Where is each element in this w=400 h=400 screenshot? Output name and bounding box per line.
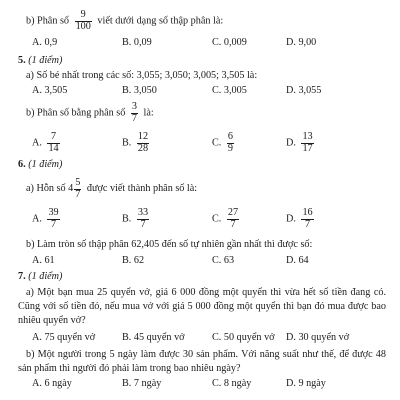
q5b-option-c[interactable]: [212, 132, 237, 154]
q7a-option-a[interactable]: A. 75 quyển vở: [32, 332, 96, 343]
q5b-option-d-letter: D.: [286, 137, 296, 149]
q5b-frac-den: 7: [131, 112, 137, 124]
q5b-option-c-den: 9: [227, 142, 233, 154]
q5b-option-a-letter: A.: [32, 137, 42, 149]
q5b-fraction: [131, 102, 138, 124]
q6a-option-a-letter: A.: [32, 213, 42, 225]
q7a-option-c[interactable]: C. 50 quyển vở: [212, 332, 275, 343]
q7a-option-d[interactable]: D. 30 quyển vở: [286, 332, 350, 343]
q5b-option-d-den: 17: [302, 142, 313, 154]
q5b-lead: b) Phân số bằng phân số: [26, 107, 126, 119]
q6b-option-b[interactable]: B. 62: [122, 255, 145, 266]
q5b-frac-num: 3: [131, 101, 137, 112]
q5a-option-b[interactable]: B. 3,050: [122, 85, 157, 96]
q6a-fraction: [74, 178, 81, 200]
q5b-option-b-fraction: [137, 132, 149, 154]
q4b-option-a[interactable]: A. 0,9: [32, 37, 58, 48]
q6a-mixed-number: [68, 178, 84, 200]
q4b-option-d[interactable]: D. 9,00: [286, 37, 317, 48]
q5-points: (1 điểm): [28, 55, 63, 66]
q4b-stem: [26, 10, 400, 32]
q6a-option-c[interactable]: [212, 208, 242, 230]
q5b-option-b-letter: B.: [122, 137, 132, 149]
q5b-option-a[interactable]: [32, 132, 63, 154]
q5b-option-a-den: 14: [48, 142, 59, 154]
q6a-option-c-den: 7: [230, 218, 236, 230]
q5b-option-d-num: 13: [302, 131, 313, 142]
q5b-option-a-num: 7: [47, 132, 59, 144]
q5-heading: [18, 56, 400, 66]
q5b-option-c-letter: C.: [212, 137, 222, 149]
q4b-option-b[interactable]: B. 0,09: [122, 37, 152, 48]
q5b-option-b-den: 28: [137, 142, 149, 154]
q5b-option-d[interactable]: [286, 132, 317, 154]
q7b-option-d[interactable]: D. 9 ngày: [286, 378, 326, 389]
q5-number: 5.: [18, 55, 26, 66]
q4b-option-c[interactable]: C. 0,009: [212, 37, 247, 48]
q6a-option-a-num: 39: [48, 207, 59, 218]
q7-heading: [18, 272, 400, 282]
q6a-option-d-den: 7: [305, 218, 311, 230]
q6-number: 6.: [18, 159, 26, 170]
q6a-frac-num: 5: [75, 177, 81, 188]
q5b-option-d-fraction: [301, 132, 313, 154]
q6a-option-c-letter: C.: [212, 213, 222, 225]
q6a-option-a-fraction: [47, 208, 59, 230]
q5b-option-a-fraction: [47, 132, 59, 154]
q6a-option-d[interactable]: [286, 208, 317, 230]
q5b-option-c-num: 6: [227, 131, 233, 142]
q5b-stem: [26, 102, 400, 124]
q7b-option-a[interactable]: A. 6 ngày: [32, 378, 72, 389]
q6a-option-d-letter: D.: [286, 213, 296, 225]
q5b-tail: là:: [143, 107, 154, 119]
q6a-option-b-fraction: [137, 208, 149, 230]
q6a-option-b-den: 7: [140, 218, 146, 230]
q6-points: (1 điểm): [28, 159, 63, 170]
q5b-option-c-fraction: [227, 132, 234, 154]
q5b-option-b[interactable]: [122, 132, 152, 154]
q7b-option-c[interactable]: C. 8 ngày: [212, 378, 252, 389]
q4b-lead: b) Phân số: [26, 15, 70, 27]
q6a-frac-den: 7: [75, 188, 81, 200]
q6a-option-d-fraction: [301, 208, 313, 230]
q6a-option-c-fraction: [227, 208, 239, 230]
q6a-option-b-num: 33: [137, 207, 149, 218]
q6b-option-d[interactable]: D. 64: [286, 255, 309, 266]
q6a-option-a[interactable]: [32, 208, 63, 230]
q6b-option-c[interactable]: C. 63: [212, 255, 235, 266]
q4b-fraction: [75, 10, 92, 32]
q6a-tail: được viết thành phân số là:: [86, 183, 198, 195]
q6-heading: [18, 160, 400, 170]
q7b-option-b[interactable]: B. 7 ngày: [122, 378, 162, 389]
q6a-option-b-letter: B.: [122, 213, 132, 225]
q7-points: (1 điểm): [28, 271, 63, 282]
q6a-whole: 4: [68, 183, 74, 195]
q5a-option-c[interactable]: C. 3,005: [212, 85, 247, 96]
q7a-stem: a) Một bạn mua 25 quyển vở, giá 6 000 đồng một quyển thì vừa hết số tiền đang có. Cũng với số tiền đó, nếu mua vở với giá 5 000 đồng một quyển thì bạn đó mua được bao nhiêu quyển vở?: [18, 287, 386, 327]
q6b-option-a[interactable]: A. 61: [32, 255, 55, 266]
q5b-option-b-num: 12: [137, 131, 149, 142]
q7b-stem: b) Một người trong 5 ngày làm được 30 sản phẩm. Với năng suất như thế, để được 48 sản phẩm thì người đó phải làm trong bao nhiêu ngày?: [18, 349, 386, 375]
q6a-option-c-num: 27: [227, 207, 239, 218]
q4b-frac-num: 9: [75, 10, 92, 22]
q7a-option-b[interactable]: B. 45 quyển vở: [122, 332, 185, 343]
q6a-option-a-den: 7: [51, 218, 57, 230]
q6a-option-b[interactable]: [122, 208, 152, 230]
q5a-option-a[interactable]: A. 3,505: [32, 85, 68, 96]
q6a-option-d-num: 16: [302, 207, 313, 218]
q4b-tail: viết dưới dạng số thập phân là:: [97, 15, 224, 27]
q5a-stem: a) Số bé nhất trong các số: 3,055; 3,050; 3,005; 3,505 là:: [26, 70, 258, 81]
q6a-stem: [26, 178, 400, 200]
q6a-lead: a) Hỗn số: [26, 183, 66, 195]
q7-number: 7.: [18, 271, 26, 282]
q4b-frac-den: 100: [75, 20, 91, 32]
q6b-stem: b) Làm tròn số thập phân 62,405 đến số tự nhiên gần nhất thì được số:: [26, 239, 313, 250]
q5a-option-d[interactable]: D. 3,055: [286, 85, 322, 96]
